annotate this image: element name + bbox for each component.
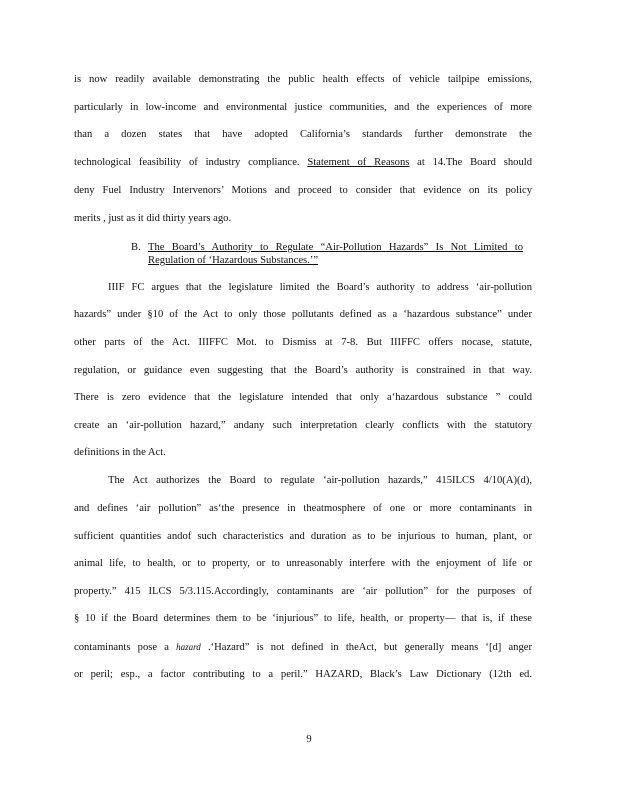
body-text: technological feasibility of industry compliance.: [74, 157, 308, 168]
section-heading-line: Regulation of ‘Hazardous Substances.’”: [148, 255, 319, 266]
body-line: or peril; esp., a factor contributing to a peril.” HAZARD, Black’s Law Dictionary (12th ed.: [74, 669, 532, 680]
body-line: than a dozen states that have adopted California’s standards further demonstrate the: [74, 129, 532, 140]
body-line: other parts of the Act. IIIFFC Mot. to Dismiss at 7-8. But IIIFFC offers nocase, statute,: [74, 337, 532, 348]
body-line: The Act authorizes the Board to regulate ‘air-pollution hazards,” 415ILCS 4/10(A)(d),: [108, 475, 532, 486]
section-heading-line: The Board’s Authority to Regulate “Air-Pollution Hazards” Is Not Limited to: [148, 242, 523, 253]
body-line: There is zero evidence that the legislature intended that only a‘hazardous substance ” could: [74, 392, 532, 403]
body-line: property.” 415 ILCS 5/3.115.Accordingly, contaminants are ‘air pollution” for the purposes of: [74, 586, 532, 597]
body-line: regulation, or guidance even suggesting that the Board’s authority is constrained in that way.: [74, 365, 532, 376]
italic-term-hazard: hazard: [176, 642, 201, 652]
body-line: and defines ‘air pollution” as‘the presence in theatmosphere of one or more contaminants in: [74, 503, 532, 514]
body-line: [74, 156, 532, 170]
body-text: contaminants pose a: [74, 642, 177, 653]
body-line: merits , just as it did thirty years ago.: [74, 213, 232, 224]
body-line: create an ‘air-pollution hazard,” andany such interpretation clearly conflicts with the statutory: [74, 420, 532, 431]
body-line: particularly in low-income and environmental justice communities, and the experiences of more: [74, 102, 532, 113]
citation-statement-of-reasons: Statement of Reasons: [307, 157, 410, 168]
body-text: at 14.The Board should: [409, 157, 532, 168]
body-line: [74, 640, 532, 655]
body-line: IIIF FC argues that the legislature limited the Board’s authority to address ‘air-pollution: [108, 282, 532, 293]
body-text: .‘Hazard” is not defined in theAct, but generally means ‘[d] anger: [200, 642, 532, 653]
page-number: 9: [306, 734, 312, 745]
body-line: § 10 if the Board determines them to be ‘injurious” to life, health, or property— that is, if these: [74, 613, 532, 624]
body-line: hazards” under §10 of the Act to only those pollutants defined as a ‘hazardous substance” under: [74, 309, 532, 320]
body-line: is now readily available demonstrating the public health effects of vehicle tailpipe emissions,: [74, 74, 532, 85]
body-line: sufficient quantities andof such characteristics and duration as to be injurious to human, plant, or: [74, 531, 532, 542]
body-line: deny Fuel Industry Intervenors’ Motions and proceed to consider that evidence on its policy: [74, 185, 532, 196]
section-letter: B.: [131, 242, 141, 253]
body-line: animal life, to health, or to property, or to unreasonably interfere with the enjoyment of life or: [74, 558, 532, 569]
body-line: definitions in the Act.: [74, 447, 166, 458]
